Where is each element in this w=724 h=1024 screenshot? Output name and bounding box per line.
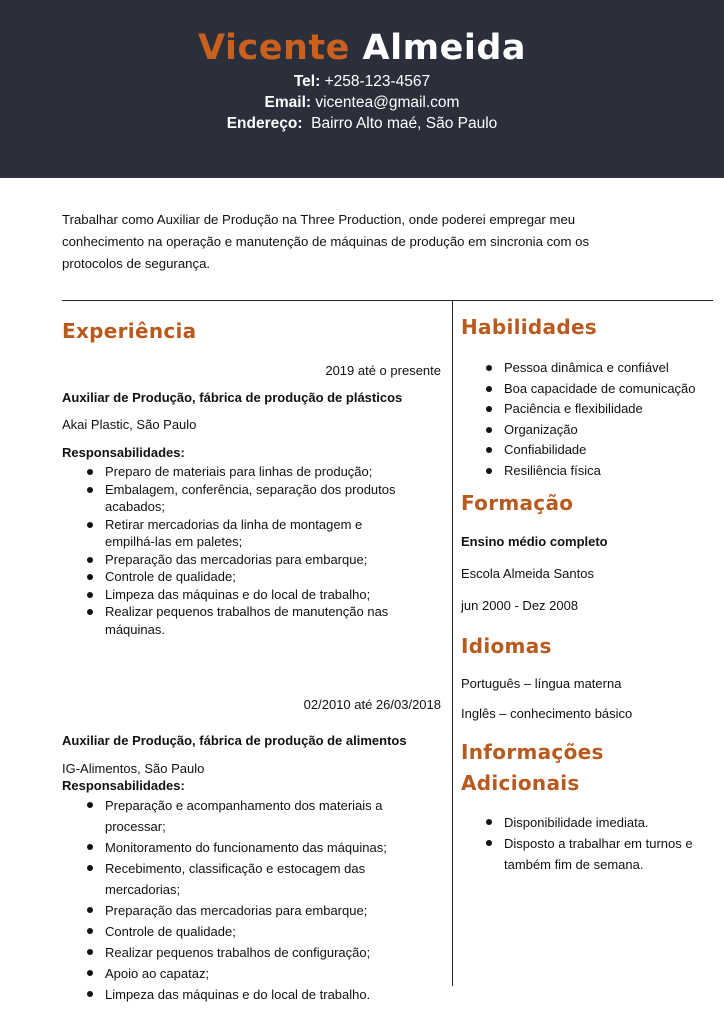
list-item: Apoio ao capataz;	[62, 963, 407, 984]
bullet-icon	[486, 365, 492, 371]
last-name: Almeida	[362, 28, 526, 68]
experience-title: Experiência	[62, 319, 197, 343]
bullet-icon	[87, 802, 93, 808]
skills-title: Habilidades	[461, 315, 598, 339]
bullet-icon	[87, 928, 93, 934]
phone-label: Tel:	[293, 73, 321, 90]
job-1-resp-label: Responsabilidades:	[62, 445, 185, 460]
education-school: Escola Almeida Santos	[461, 566, 594, 581]
list-item: Disponibilidade imediata.	[461, 812, 713, 833]
list-item: Preparação e acompanhamento dos materiais a processar;	[62, 795, 407, 837]
list-item: Preparação das mercadorias para embarque;	[62, 900, 407, 921]
list-item: Confiabilidade	[461, 440, 713, 461]
bullet-icon	[87, 949, 93, 955]
list-item: Limpeza das máquinas e do local de trabalho.	[62, 984, 407, 1005]
bullet-icon	[87, 574, 93, 580]
additional-title-line1: Informações	[461, 740, 604, 764]
job-2-company: IG-Alimentos, São Paulo	[62, 761, 205, 776]
list-item: Limpeza das máquinas e do local de trabalho;	[62, 586, 407, 604]
contact-address	[0, 114, 724, 134]
bullet-icon	[486, 819, 492, 825]
list-item: Disposto a trabalhar em turnos e também fim de semana.	[461, 833, 713, 875]
first-name: Vicente	[198, 28, 350, 68]
bullet-icon	[87, 844, 93, 850]
language-item: Português – língua materna	[461, 676, 622, 691]
bullet-icon	[486, 427, 492, 433]
candidate-name	[0, 26, 724, 70]
education-title: Formação	[461, 491, 574, 515]
list-item: Pessoa dinâmica e confiável	[461, 358, 713, 379]
job-1-responsibilities	[62, 463, 407, 638]
email-value: vicentea@gmail.com	[315, 94, 460, 111]
languages-title: Idiomas	[461, 634, 552, 658]
job-2-dates: 02/2010 até 26/03/2018	[303, 697, 441, 712]
bullet-icon	[87, 970, 93, 976]
list-item: Controle de qualidade;	[62, 568, 407, 586]
bullet-icon	[87, 487, 93, 493]
list-item: Boa capacidade de comunicação	[461, 379, 713, 400]
bullet-icon	[87, 522, 93, 528]
skills-list	[461, 358, 713, 481]
list-item: Controle de qualidade;	[62, 921, 407, 942]
language-item: Inglês – conhecimento básico	[461, 706, 633, 721]
list-item: Embalagem, conferência, separação dos produtos acabados;	[62, 481, 407, 516]
list-item: Retirar mercadorias da linha de montagem e empilhá-las em paletes;	[62, 516, 407, 551]
header-banner	[0, 0, 724, 178]
list-item: Resiliência física	[461, 461, 713, 482]
bullet-icon	[486, 406, 492, 412]
job-2-resp-label: Responsabilidades:	[62, 778, 185, 793]
bullet-icon	[486, 840, 492, 846]
bullet-icon	[486, 468, 492, 474]
bullet-icon	[87, 991, 93, 997]
list-item: Preparo de materiais para linhas de produção;	[62, 463, 407, 481]
job-2-role: Auxiliar de Produção, fábrica de produção de alimentos	[62, 733, 407, 748]
bullet-icon	[486, 386, 492, 392]
section-divider	[62, 300, 713, 301]
email-label: Email:	[264, 94, 312, 111]
objective-text: Trabalhar como Auxiliar de Produção na Three Production, onde poderei empregar meu conhecimento na operação e manutenção de máquinas de produção em sincronia com os protocolos de segurança.	[62, 212, 590, 271]
bullet-icon	[87, 865, 93, 871]
job-1-company: Akai Plastic, São Paulo	[62, 417, 197, 432]
bullet-icon	[87, 592, 93, 598]
bullet-icon	[87, 469, 93, 475]
bullet-icon	[486, 447, 492, 453]
phone-value: +258-123-4567	[324, 73, 431, 90]
address-label: Endereço:	[226, 115, 303, 132]
additional-title-line2: Adicionais	[461, 771, 580, 795]
list-item: Organização	[461, 420, 713, 441]
list-item: Realizar pequenos trabalhos de configuração;	[62, 942, 407, 963]
list-item: Realizar pequenos trabalhos de manutenção nas máquinas.	[62, 603, 407, 638]
bullet-icon	[87, 557, 93, 563]
contact-email	[0, 93, 724, 113]
list-item: Recebimento, classificação e estocagem das mercadorias;	[62, 858, 407, 900]
column-divider	[452, 300, 453, 986]
contact-phone	[0, 72, 724, 92]
list-item: Paciência e flexibilidade	[461, 399, 713, 420]
education-dates: jun 2000 - Dez 2008	[461, 598, 579, 613]
additional-list	[461, 812, 713, 875]
bullet-icon	[87, 609, 93, 615]
list-item: Monitoramento do funcionamento das máquinas;	[62, 837, 407, 858]
address-value: Bairro Alto maé, São Paulo	[311, 115, 498, 132]
education-degree: Ensino médio completo	[461, 534, 608, 549]
job-1-dates: 2019 até o presente	[325, 363, 441, 378]
job-1-role: Auxiliar de Produção, fábrica de produção de plásticos	[62, 390, 403, 405]
bullet-icon	[87, 907, 93, 913]
job-2-responsibilities	[62, 795, 407, 1005]
list-item: Preparação das mercadorias para embarque;	[62, 551, 407, 569]
